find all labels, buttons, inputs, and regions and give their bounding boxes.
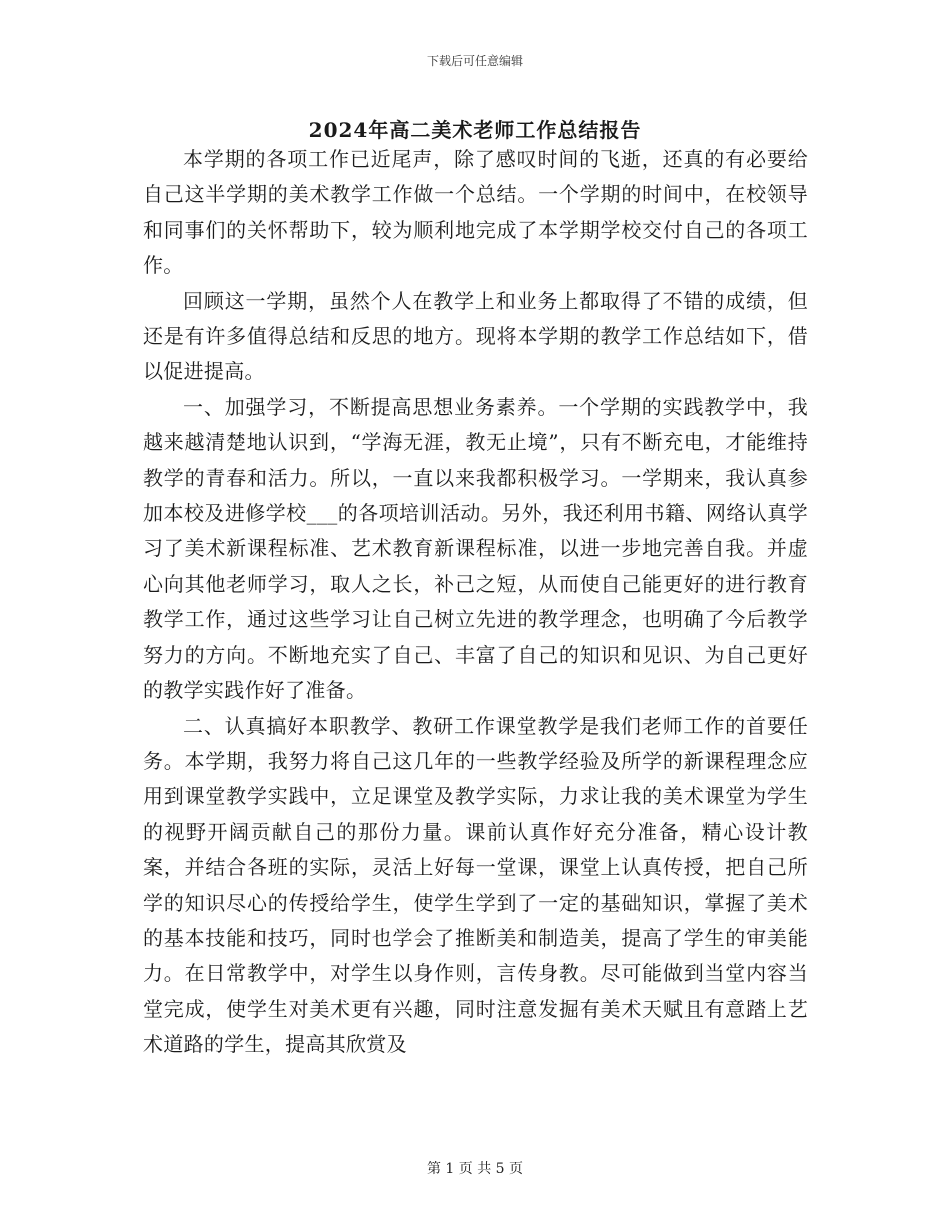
paragraph-1: 本学期的各项工作已近尾声，除了感叹时间的飞逝，还真的有必要给自己这半学期的美术教学工作做一个总结。一个学期的时间中，在校领导和同事们的关怀帮助下，较为顺利地完成了本学期学校交付自己的各项工作。: [143, 147, 808, 278]
document-body: [143, 142, 808, 1063]
page-number: 第 1 页 共 5 页: [426, 1161, 524, 1177]
paragraph-4: 二、认真搞好本职教学、教研工作课堂教学是我们老师工作的首要任务。本学期，我努力将自己这几年的一些教学经验及所学的新课程理念应用到课堂教学实践中，立足课堂及教学实际，力求让我的美术课堂为学生的视野开阔贡献自己的那份力量。课前认真作好充分准备，精心设计教案，并结合各班的实际，灵活上好每一堂课，课堂上认真传授，把自己所学的知识尽心的传授给学生，使学生学到了一定的基础知识，掌握了美术的基本技能和技巧，同时也学会了推断美和制造美，提高了学生的审美能力。在日常教学中，对学生以身作则，言传身教。尽可能做到当堂内容当堂完成，使学生对美术更有兴趣，同时注意发掘有美术天赋且有意踏上艺术道路的学生，提高其欣赏及: [143, 713, 808, 1057]
paragraph-2: 回顾这一学期，虽然个人在教学上和业务上都取得了不错的成绩，但还是有许多值得总结和反思的地方。现将本学期的教学工作总结如下，借以促进提高。: [143, 288, 808, 384]
document-title: 2024年高二美术老师工作总结报告: [308, 118, 642, 142]
page-header-note: 下载后可任意编辑: [426, 54, 523, 68]
paragraph-3: 一、加强学习，不断提高思想业务素养。一个学期的实践教学中，我越来越清楚地认识到，“学海无涯，教无止境”，只有不断充电，才能维持教学的青春和活力。所以，一直以来我都积极学习。一学期来，我认真参加本校及进修学校___的各项培训活动。另外，我还利用书籍、网络认真学习了美术新课程标准、艺术教育新课程标准，以进一步地完善自我。并虚心向其他老师学习，取人之长，补己之短，从而使自己能更好的进行教育教学工作，通过这些学习让自己树立先进的教学理念，也明确了今后教学努力的方向。不断地充实了自己、丰富了自己的知识和见识、为自己更好的教学实践作好了准备。: [143, 394, 808, 703]
